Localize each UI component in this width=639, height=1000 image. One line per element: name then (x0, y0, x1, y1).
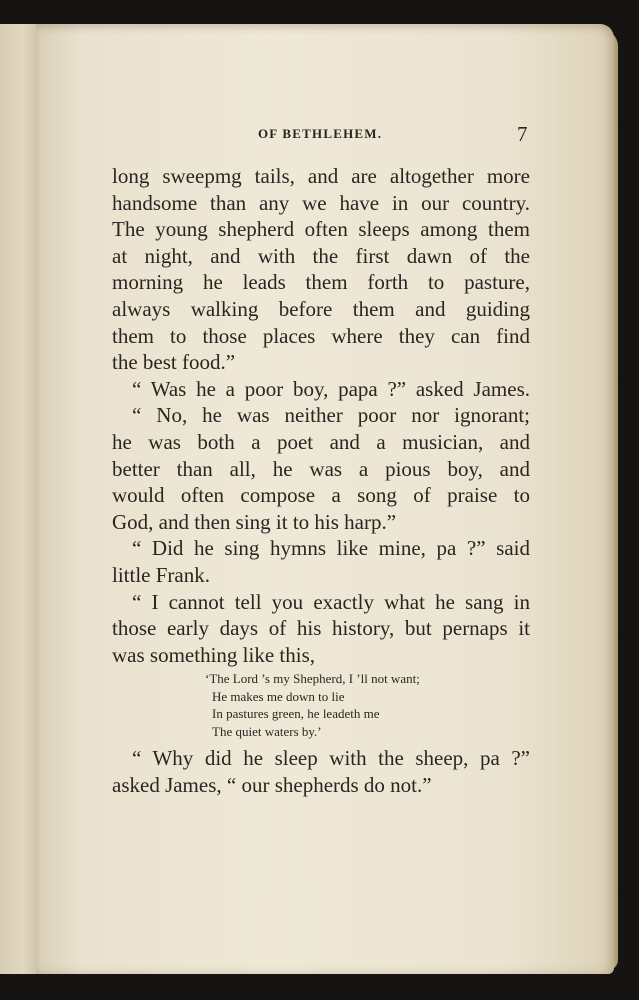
text-line: asked James, “ our shepherds do not.” (112, 772, 432, 797)
text-line: “ Was he a poor boy, papa ?” asked James. (132, 376, 530, 401)
text-line: “ No, he was neither poor nor ignorant; (132, 403, 530, 428)
text-line: morning he leads them forth to pasture, (112, 270, 530, 295)
running-head: OF BETHLEHEM. (258, 126, 383, 141)
text-line: always walking before them and guiding (112, 296, 530, 321)
text-line: little Frank. (112, 562, 210, 587)
text-line: The young shepherd often sleeps among them (112, 217, 530, 242)
poem-line: He makes me down to lie (212, 688, 345, 704)
text-line: would often compose a song of praise to (112, 483, 530, 508)
text-line: at night, and with the first dawn of the (112, 243, 530, 268)
body-text (112, 163, 530, 668)
text-line: handsome than any we have in our country. (112, 190, 530, 215)
poem-line: ‘The Lord ’s my Shepherd, I ’ll not want; (205, 671, 420, 686)
page-number: 7 (517, 122, 528, 146)
previous-page-edge (0, 24, 39, 974)
text-line: them to those places where they can find (112, 323, 530, 348)
text-line: better than all, he was a pious boy, and (112, 456, 530, 481)
text-line: was something like this, (112, 642, 315, 667)
poem-line: In pastures green, he leadeth me (212, 706, 380, 722)
text-line: “ Did he sing hymns like mine, pa ?” said (132, 536, 530, 561)
text-line: the best food.” (112, 350, 236, 375)
poem-line: The quiet waters by.’ (212, 723, 322, 739)
poem-quote (205, 670, 420, 740)
text-line: long sweepmg tails, and are altogether more (112, 164, 530, 188)
text-line: he was both a poet and a musician, and (112, 429, 530, 454)
text-line: “ I cannot tell you exactly what he sang in (132, 589, 530, 614)
page-header (0, 122, 639, 146)
text-line: those early days of his history, but pernaps it (112, 616, 530, 641)
text-line: God, and then sing it to his harp.” (112, 509, 397, 534)
closing-text (112, 745, 530, 798)
text-line: “ Why did he sleep with the sheep, pa ?” (132, 746, 530, 770)
